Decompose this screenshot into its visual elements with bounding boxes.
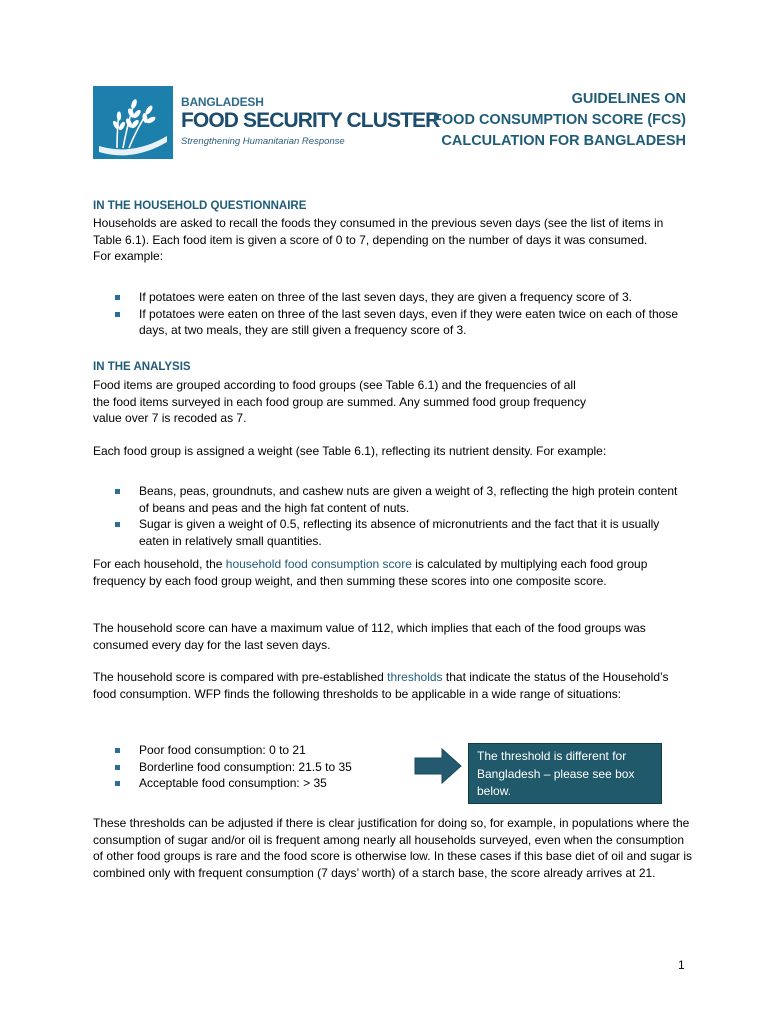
paragraph-line: value over 7 is recoded as 7. <box>93 411 247 425</box>
text-span: is calculated by multiplying each food group frequency by each food group weight, and then summing these scores into one composite score. <box>93 557 648 588</box>
text-span: The household score is compared with pre-established <box>93 670 388 684</box>
paragraph-weights: Each food group is assigned a weight (see Table 6.1), reflecting its nutrient density. For example: <box>93 444 607 458</box>
list-item: If potatoes were eaten on three of the last seven days, even if they were eaten twice on each of those days, at two meals, they are still given a frequency score of 3. <box>115 306 685 339</box>
right-arrow-icon <box>414 748 462 784</box>
paragraph-line: the food items surveyed in each food group are summed. Any summed food group frequency <box>93 394 586 409</box>
list-item: If potatoes were eaten on three of the last seven days, they are given a frequency score of 3. <box>115 289 685 306</box>
text-span: that indicate the status of the Household’s food consumption. WFP finds the following thresholds to be applicable in a wide range of situations: <box>93 670 669 701</box>
paragraph-maximum-score: The household score can have a maximum value of 112, which implies that each of the food groups was consumed every day for the last seven days. <box>93 621 646 652</box>
logo-tagline: Strengthening Humanitarian Response <box>181 136 345 147</box>
logo-country: BANGLADESH <box>181 95 264 109</box>
document-title <box>433 89 686 152</box>
list-item: Acceptable food consumption: > 35 <box>115 775 405 792</box>
wheat-logo-icon <box>93 86 173 159</box>
paragraph-threshold-adjustment: These thresholds can be adjusted if there is clear justification for doing so, for example, in populations where the consumption of sugar and/or oil is frequent among nearly all households surveyed, even when the consumption of other food groups is rare and the food score is otherwise low. In these cases if this base diet of oil and sugar is combined only with frequent consumption (7 days’ worth) of a starch base, the score already arrives at 21. <box>93 816 693 880</box>
section-heading-analysis: IN THE ANALYSIS <box>93 361 191 373</box>
title-line-3: CALCULATION FOR BANGLADESH <box>441 133 686 149</box>
title-line-1: GUIDELINES ON <box>571 91 686 107</box>
section-heading-questionnaire: IN THE HOUSEHOLD QUESTIONNAIRE <box>93 200 307 212</box>
household-food-consumption-score-link[interactable]: household food consumption score <box>225 557 412 571</box>
list-item: Borderline food consumption: 21.5 to 35 <box>115 759 405 776</box>
paragraph-thresholds <box>93 669 693 702</box>
paragraph-household-score <box>93 556 693 589</box>
list-item: Beans, peas, groundnuts, and cashew nuts are given a weight of 3, reflecting the high protein content of beans and peas and the high fat content of nuts. <box>115 483 685 516</box>
paragraph-questionnaire: Households are asked to recall the foods they consumed in the previous seven days (see the list of items in Table 6.1). Each food item is given a score of 0 to 7, depending on the number of days it was consumed. For example: <box>93 216 664 263</box>
paragraph-line: Food items are grouped according to food groups (see Table 6.1) and the frequencies of all <box>93 378 576 392</box>
threshold-callout-box: The threshold is different for Bangladesh – please see box below. <box>468 743 662 804</box>
page-number: 1 <box>678 958 685 972</box>
paragraph-food-groups <box>93 377 693 427</box>
text-span: For each household, the <box>93 557 226 571</box>
thresholds-link[interactable]: thresholds <box>387 670 443 684</box>
list-item: Poor food consumption: 0 to 21 <box>115 742 405 759</box>
title-line-2: FOOD CONSUMPTION SCORE (FCS) <box>433 112 686 128</box>
list-item: Sugar is given a weight of 0.5, reflecting its absence of micronutrients and the fact that it is usually eaten in relatively small quantities. <box>115 516 685 549</box>
bullet-list-weights <box>115 483 685 549</box>
bullet-list-potatoes <box>115 289 685 339</box>
bullet-list-thresholds <box>115 742 405 792</box>
food-security-cluster-logo <box>93 86 440 159</box>
logo-name: FOOD SECURITY CLUSTER <box>181 109 440 132</box>
